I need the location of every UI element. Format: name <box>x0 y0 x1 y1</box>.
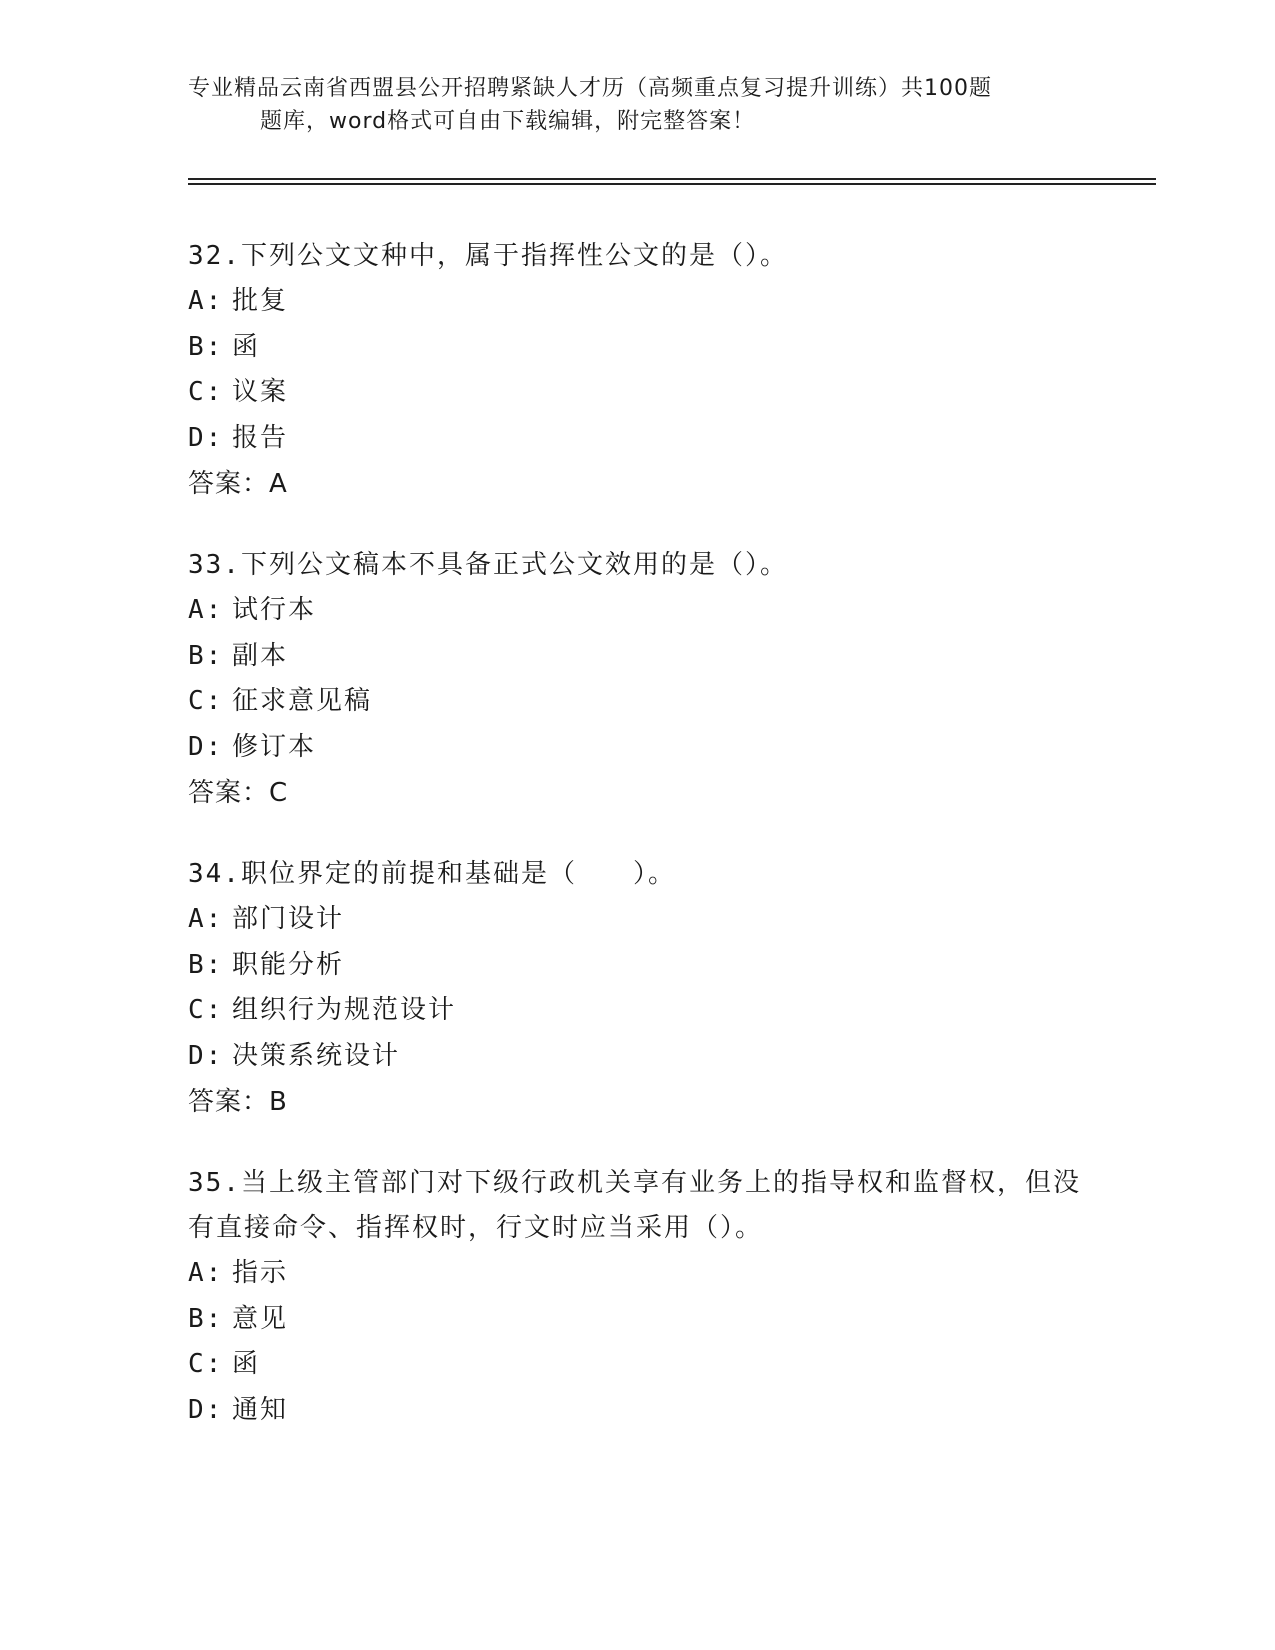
option-a <box>188 279 1088 325</box>
option-letter: C: <box>188 1349 224 1379</box>
option-letter: D: <box>188 1394 224 1425</box>
header-title-line1: 专业精品云南省西盟县公开招聘紧缺人才历（高频重点复习提升训练）共100题 <box>188 76 992 101</box>
option-letter: D: <box>188 422 224 453</box>
option-b <box>188 1297 1088 1343</box>
question-stem: 34.职位界定的前提和基础是（ ）。 <box>188 859 676 889</box>
option-c <box>188 679 1088 725</box>
option-letter: D: <box>188 731 224 762</box>
question-list <box>188 234 1088 1469</box>
option-a <box>188 897 1088 943</box>
answer-line: 答案：C <box>188 778 289 808</box>
option-text: 函 <box>232 1349 261 1379</box>
header-rule-top <box>188 178 1156 180</box>
option-b <box>188 634 1088 680</box>
option-d <box>188 1034 1088 1080</box>
answer-line: 答案：B <box>188 1087 288 1117</box>
option-c <box>188 370 1088 416</box>
option-text: 试行本 <box>232 595 317 625</box>
question-32 <box>188 234 1088 507</box>
option-letter: B: <box>188 1303 224 1334</box>
option-c <box>188 1342 1088 1388</box>
option-text: 报告 <box>232 422 289 453</box>
option-a <box>188 1251 1088 1297</box>
option-text: 批复 <box>232 286 289 316</box>
header-title-line2: 题库，word格式可自由下载编辑，附完整答案！ <box>260 109 756 134</box>
header-rule-bottom <box>188 183 1156 185</box>
option-text: 副本 <box>232 640 289 671</box>
question-stem: 32.下列公文文种中，属于指挥性公文的是（）。 <box>188 241 788 271</box>
option-letter: A: <box>188 595 224 625</box>
option-text: 决策系统设计 <box>232 1040 401 1071</box>
option-letter: C: <box>188 686 224 716</box>
option-letter: C: <box>188 377 224 407</box>
option-letter: B: <box>188 640 224 671</box>
option-letter: A: <box>188 1258 224 1288</box>
option-letter: D: <box>188 1040 224 1071</box>
option-d <box>188 1388 1088 1434</box>
question-35 <box>188 1161 1088 1433</box>
document-header <box>188 72 1068 138</box>
answer-line: 答案：A <box>188 469 288 499</box>
option-letter: A: <box>188 286 224 316</box>
option-letter: A: <box>188 904 224 934</box>
option-text: 部门设计 <box>232 904 345 934</box>
question-33 <box>188 543 1088 816</box>
option-letter: B: <box>188 331 224 362</box>
question-stem: 35.当上级主管部门对下级行政机关享有业务上的指导权和监督权，但没有直接命令、指挥权时，行文时应当采用（）。 <box>188 1168 1081 1243</box>
option-d <box>188 725 1088 771</box>
option-text: 意见 <box>232 1303 289 1334</box>
option-letter: B: <box>188 949 224 980</box>
option-text: 职能分析 <box>232 949 345 980</box>
option-text: 议案 <box>232 377 289 407</box>
option-text: 通知 <box>232 1394 289 1425</box>
option-b <box>188 325 1088 371</box>
option-letter: C: <box>188 995 224 1025</box>
option-text: 征求意见稿 <box>232 686 373 716</box>
option-a <box>188 588 1088 634</box>
option-d <box>188 416 1088 462</box>
option-text: 修订本 <box>232 731 317 762</box>
question-stem: 33.下列公文稿本不具备正式公文效用的是（）。 <box>188 550 788 580</box>
option-text: 指示 <box>232 1258 289 1288</box>
question-34 <box>188 852 1088 1125</box>
option-text: 组织行为规范设计 <box>232 995 457 1025</box>
option-c <box>188 988 1088 1034</box>
option-text: 函 <box>232 331 261 362</box>
option-b <box>188 943 1088 989</box>
